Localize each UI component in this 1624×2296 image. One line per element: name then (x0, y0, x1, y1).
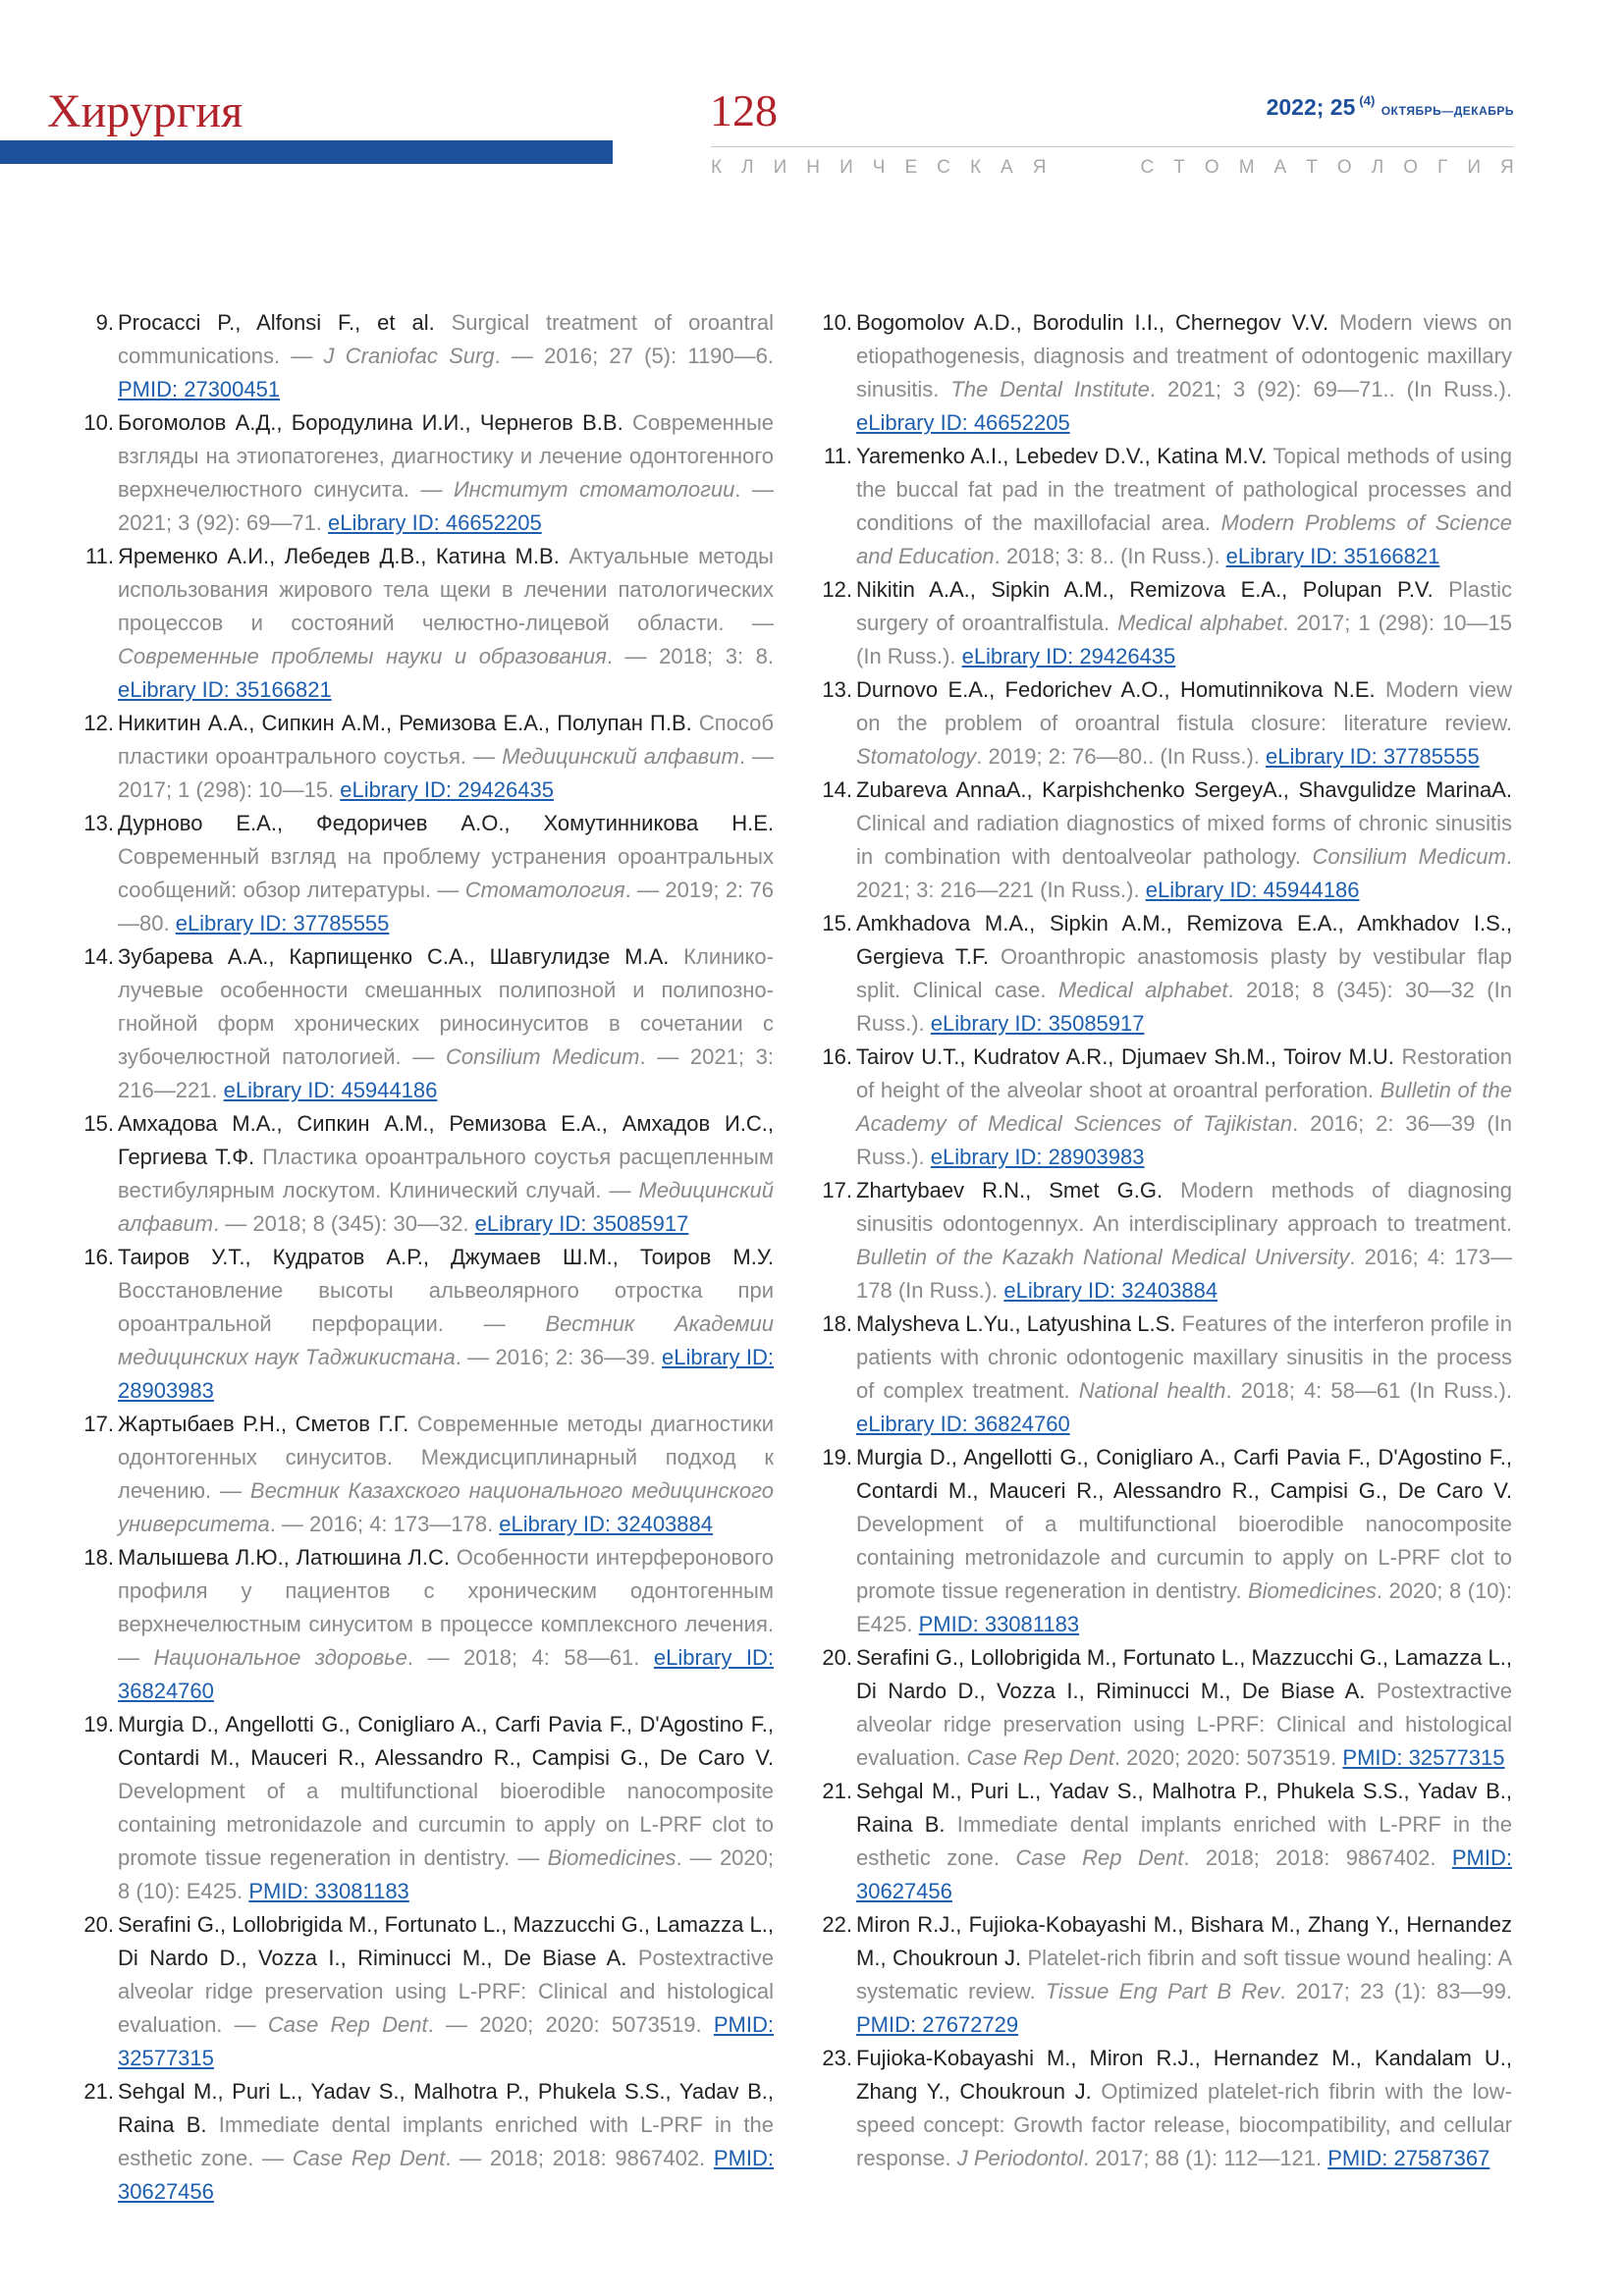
journal-letter: Н (806, 157, 821, 178)
reference-details: . 2016; 2: 36—39 (In Russ.). (856, 1111, 1512, 1169)
reference-number: 23. (822, 2046, 852, 2070)
reference-details: . — 2020; 2020: 5073519. (427, 2012, 714, 2037)
reference-details: . 2018; 2018: 9867402. (1183, 1845, 1452, 1870)
reference-item (83, 707, 774, 807)
journal-name (711, 157, 1514, 179)
reference-authors: Fujioka-Kobayashi M., Miron R.J., Hernandez M., Kandalam U., Zhang Y., Choukroun J. (856, 2046, 1512, 2104)
reference-title: Immediate dental implants enriched with L-PRF in the esthetic zone. — (118, 2112, 774, 2170)
reference-authors: Murgia D., Angellotti G., Conigliaro A., Carfi Pavia F., D'Agostino F., Contardi M., Mauceri R., Alessandro R., Campisi G., De Caro V. (118, 1712, 774, 1770)
reference-title: Modern views on etiopathogenesis, diagnosis and treatment of odontogenic maxillary sinusitis. (856, 310, 1512, 401)
reference-authors: Yaremenko A.I., Lebedev D.V., Katina M.V. (856, 444, 1268, 468)
reference-source: Bulletin of the Academy of Medical Sciences of Tajikistan (856, 1078, 1513, 1136)
reference-details: . 2018; 3: 8.. (In Russ.). (994, 544, 1226, 568)
reference-item (822, 1908, 1513, 2042)
reference-number: 12. (822, 577, 852, 602)
journal-letter: Е (904, 157, 918, 178)
reference-authors: Богомолов А.Д., Бородулина И.И., Чернегов В.В. (118, 410, 623, 435)
section-title: Хирургия (47, 85, 244, 137)
reference-item (83, 406, 774, 540)
reference-item (822, 1441, 1512, 1641)
reference-item (822, 673, 1512, 774)
reference-number: 10. (83, 410, 114, 435)
reference-authors: Amkhadova M.A., Sipkin A.M., Remizova E.A., Amkhadov I.S., Gergieva T.F. (856, 911, 1512, 969)
reference-number: 19. (83, 1712, 114, 1736)
reference-link[interactable]: eLibrary ID: 36824760 (856, 1412, 1070, 1436)
journal-letter: И (839, 157, 853, 178)
reference-source: Современные проблемы науки и образования (118, 644, 607, 668)
reference-item (95, 306, 775, 406)
reference-number: 21. (83, 2079, 114, 2104)
reference-authors: Bogomolov A.D., Borodulin I.I., Chernegov V.V. (856, 310, 1329, 335)
journal-letter: И (773, 157, 787, 178)
reference-title: Клинико-лучевые особенности смешанных полипозной и полипозно-гнойной форм хронических риносинуситов в сочетании с зубочелюстной патологией. — (118, 944, 774, 1069)
reference-authors: Serafini G., Lollobrigida M., Fortunato L., Mazzucchi G., Lamazza L., Di Nardo D., Vozza I., Riminucci M., De Biase A. (856, 1645, 1512, 1703)
journal-letter (1115, 157, 1120, 179)
journal-letter (1066, 157, 1071, 179)
reference-authors: Дурново Е.А., Федоричев А.О., Хомутинникова Н.Е. (118, 811, 774, 835)
section-bar (0, 140, 613, 164)
reference-authors: Никитин А.А., Сипкин А.М., Ремизова Е.А., Полупан П.В. (118, 711, 692, 735)
reference-title: Optimized platelet-rich fibrin with the low-speed concept: Growth factor release, biocompatibility, and cellular response. (856, 2079, 1512, 2170)
reference-authors: Nikitin A.A., Sipkin A.M., Remizova E.A., Polupan P.V. (856, 577, 1434, 602)
reference-source: National health (1078, 1378, 1226, 1403)
journal-letter: Т (1306, 157, 1318, 178)
reference-title: Topical methods of using the buccal fat pad in the treatment of pathological processes and conditions of the maxillofacial area. (856, 444, 1513, 535)
reference-source: Bulletin of the Kazakh National Medical University (856, 1245, 1350, 1269)
journal-letter (1091, 157, 1096, 179)
reference-details: . 2017; 88 (1): 112—121. (1083, 2146, 1328, 2170)
reference-link[interactable]: eLibrary ID: 46652205 (856, 410, 1070, 435)
reference-details: . 2021; 3: 216—221 (In Russ.). (856, 844, 1512, 902)
reference-title: Современные методы диагностики одонтогенных синуситов. Междисциплинарный подход к лечению. — (118, 1412, 774, 1503)
reference-number: 13. (83, 811, 114, 835)
reference-item (83, 1241, 774, 1408)
reference-link[interactable]: eLibrary ID: 32403884 (1003, 1278, 1218, 1303)
reference-number: 18. (83, 1545, 114, 1570)
journal-letter: Я (1032, 157, 1047, 178)
reference-source: Вестник Казахского национального медицинского университета (118, 1478, 774, 1536)
reference-title: Пластика ороантрального соустья расщепленным вестибулярным лоскутом. Клинический случай. — (118, 1145, 774, 1202)
reference-authors: Serafini G., Lollobrigida M., Fortunato L., Mazzucchi G., Lamazza L., Di Nardo D., Vozza I., Riminucci M., De Biase A. (118, 1912, 774, 1970)
reference-source: Biomedicines (547, 1845, 677, 1870)
reference-title: Oroanthropic anastomosis plasty by vestibular flap split. Clinical case. (856, 944, 1512, 1002)
journal-letter: М (1238, 157, 1255, 178)
reference-title: Development of a multifunctional bioerodible nanocomposite containing metronidazole and curcumin to apply on L-PRF clot to promote tissue regeneration in dentistry. — (118, 1779, 774, 1870)
journal-letter: С (1140, 157, 1155, 178)
reference-link[interactable]: PMID: 33081183 (248, 1879, 409, 1903)
reference-details: . — 2020; 8 (10): E425. (118, 1845, 774, 1903)
reference-details: . 2017; 1 (298): 10—15 (In Russ.). (856, 611, 1512, 668)
reference-link[interactable]: eLibrary ID: 45944186 (1145, 878, 1360, 902)
journal-letter: Т (1173, 157, 1185, 178)
reference-number: 13. (822, 677, 852, 702)
reference-number: 16. (83, 1245, 114, 1269)
reference-details: . — 2016; 4: 173—178. (269, 1512, 500, 1536)
reference-number: 12. (83, 711, 114, 735)
reference-item (83, 1541, 774, 1708)
reference-link[interactable]: eLibrary ID: 46652205 (328, 510, 542, 535)
reference-source: Medical alphabet (1057, 978, 1228, 1002)
reference-authors: Malysheva L.Yu., Latyushina L.S. (856, 1311, 1176, 1336)
reference-authors: Murgia D., Angellotti G., Conigliaro A., Carfi Pavia F., D'Agostino F., Contardi M., Mauceri R., Alessandro R., Campisi G., De Caro V. (856, 1445, 1512, 1503)
reference-number: 9. (95, 310, 114, 335)
reference-link[interactable]: PMID: 27300451 (118, 377, 281, 401)
reference-source: Stomatology (856, 744, 977, 769)
reference-source: Case Rep Dent (1015, 1845, 1184, 1870)
journal-letter: Л (741, 157, 754, 178)
reference-item (83, 2075, 775, 2209)
reference-details: . 2018; 4: 58—61 (In Russ.). (1225, 1378, 1512, 1403)
reference-source: Медицинский алфавит (502, 744, 739, 769)
reference-authors: Sehgal M., Puri L., Yadav S., Malhotra P., Phukela S.S., Yadav B., Raina B. (856, 1779, 1512, 1837)
reference-details: . — 2019; 2: 76—80. (118, 878, 774, 935)
reference-title: Immediate dental implants enriched with L-PRF in the esthetic zone. (856, 1812, 1512, 1870)
reference-title: Восстановление высоты альвеолярного отростка при ороантральной перфорации. — (118, 1278, 774, 1336)
references-left-column (83, 306, 775, 2209)
reference-number: 15. (83, 1111, 114, 1136)
reference-details: . — 2021; 3: 216—221. (118, 1044, 774, 1102)
reference-title: Postextractive alveolar ridge preservation using L-PRF: Clinical and histological evaluation. — (118, 1946, 775, 2037)
reference-authors: Малышева Л.Ю., Латюшина Л.С. (118, 1545, 450, 1570)
reference-number: 18. (822, 1311, 852, 1336)
reference-title: Surgical treatment of oroantral communications. — (118, 310, 775, 368)
reference-source: Медицинский алфавит (118, 1178, 774, 1236)
reference-authors: Tairov U.T., Kudratov A.R., Djumaev Sh.M., Toirov M.U. (856, 1044, 1394, 1069)
reference-link[interactable]: PMID: 27672729 (856, 2012, 1019, 2037)
reference-title: Restoration of height of the alveolar shoot at oroantral perforation. (856, 1044, 1512, 1102)
journal-letter: К (969, 157, 982, 178)
journal-letter: Л (1371, 157, 1384, 178)
reference-details: . 2019; 2: 76—80.. (In Russ.). (976, 744, 1266, 769)
reference-details: . — 2016; 27 (5): 1190—6. (494, 344, 774, 368)
reference-link[interactable]: PMID: 32577315 (118, 2012, 774, 2070)
reference-authors: Miron R.J., Fujioka-Kobayashi M., Bishara M., Zhang Y., Hernandez M., Choukroun J. (856, 1912, 1512, 1970)
reference-item (83, 1107, 774, 1241)
reference-title: Актуальные методы использования жирового тела щеки в лечении патологических процессов и состояний челюстно-лицевой области. — (118, 544, 774, 635)
reference-source: J Craniofac Surg (323, 344, 495, 368)
issue-info (1267, 93, 1514, 121)
reference-item (822, 1041, 1513, 1174)
reference-link[interactable]: eLibrary ID: 28903983 (118, 1345, 774, 1403)
reference-title: Способ пластики ороантрального соустья. — (118, 711, 774, 769)
reference-number: 11. (824, 444, 852, 468)
journal-letter: А (1273, 157, 1287, 178)
reference-link[interactable]: PMID: 32577315 (1342, 1745, 1505, 1770)
reference-source: Case Rep Dent (966, 1745, 1114, 1770)
journal-letter: Ч (872, 157, 886, 178)
references-right-column (822, 306, 1513, 2175)
reference-number: 10. (822, 310, 852, 335)
issue-year-volume: 2022; 25 (1266, 94, 1356, 120)
reference-details: . 2016; 4: 173—178 (In Russ.). (856, 1245, 1512, 1303)
reference-details: . — 2018; 3: 8. (606, 644, 775, 668)
journal-letter: О (1204, 157, 1219, 178)
reference-item (822, 306, 1512, 440)
reference-authors: Яременко А.И., Лебедев Д.В., Катина М.В. (118, 544, 560, 568)
reference-authors: Zubareva AnnaA., Karpishchenko SergeyA., Shavgulidze MarinaA. (856, 777, 1512, 802)
reference-number: 20. (83, 1912, 114, 1937)
reference-title: Modern methods of diagnosing sinusitis odontogennyx. An interdisciplinary approach to treatment. (856, 1178, 1512, 1236)
reference-source: Стоматология (464, 878, 625, 902)
reference-link[interactable]: eLibrary ID: 35085917 (474, 1211, 689, 1236)
reference-item (822, 774, 1512, 907)
reference-details: . 2021; 3 (92): 69—71.. (In Russ.). (1149, 377, 1512, 401)
reference-details: . — 2021; 3 (92): 69—71. (118, 477, 774, 535)
reference-link[interactable]: eLibrary ID: 29426435 (340, 777, 554, 802)
reference-link[interactable]: eLibrary ID: 35085917 (930, 1011, 1145, 1036)
journal-letter: О (1336, 157, 1352, 178)
reference-title: Features of the interferon profile in patients with chronic odontogenic maxillary sinusitis in the process of complex treatment. (856, 1311, 1512, 1403)
reference-authors: Zhartybaev R.N., Smet G.G. (856, 1178, 1164, 1202)
reference-title: Platelet-rich fibrin and soft tissue wound healing: A systematic review. (856, 1946, 1513, 2003)
reference-item (822, 1174, 1512, 1308)
reference-title: Plastic surgery of oroantralfistula. (856, 577, 1512, 635)
reference-link[interactable]: eLibrary ID: 45944186 (223, 1078, 438, 1102)
reference-number: 22. (822, 1912, 852, 1937)
reference-link[interactable]: eLibrary ID: 35166821 (1225, 544, 1440, 568)
reference-authors: Sehgal M., Puri L., Yadav S., Malhotra P., Phukela S.S., Yadav B., Raina B. (118, 2079, 774, 2137)
reference-number: 19. (822, 1445, 852, 1469)
reference-number: 14. (83, 944, 114, 969)
reference-source: Consilium Medicum (446, 1044, 640, 1069)
reference-link[interactable]: eLibrary ID: 32403884 (499, 1512, 713, 1536)
reference-item (83, 807, 774, 940)
reference-title: Postextractive alveolar ridge preservation using L-PRF: Clinical and histological evaluation. (856, 1679, 1513, 1770)
reference-link[interactable]: eLibrary ID: 28903983 (930, 1145, 1145, 1169)
journal-letter: Г (1437, 157, 1448, 178)
reference-source: Consilium Medicum (1312, 844, 1506, 869)
reference-item (822, 1775, 1512, 1908)
reference-authors: Procacci P., Alfonsi F., et al. (118, 310, 435, 335)
reference-link[interactable]: eLibrary ID: 37785555 (175, 911, 390, 935)
journal-letter: А (1001, 157, 1013, 178)
issue-months: ОКТЯБРЬ—ДЕКАБРЬ (1380, 104, 1514, 118)
journal-letter: С (937, 157, 950, 178)
reference-authors: Амхадова М.А., Сипкин А.М., Ремизова Е.А., Амхадов И.С., Гергиева Т.Ф. (118, 1111, 774, 1169)
reference-details: . — 2018; 2018: 9867402. (445, 2146, 714, 2170)
reference-title: Особенности интерферонового профиля у пациентов с хроническим одонтогенным верхнечелюстным синуситом в процессе комплексного лечения. — (118, 1545, 774, 1670)
reference-item (83, 940, 774, 1107)
reference-authors: Зубарева А.А., Карпищенко С.А., Шавгулидзе М.А. (118, 944, 670, 969)
reference-item (822, 1308, 1512, 1441)
header-rule (711, 146, 1514, 147)
reference-number: 20. (822, 1645, 852, 1670)
reference-source: Вестник Академии медицинских наук Таджикистана (118, 1311, 774, 1369)
reference-details: . — 2018; 8 (345): 30—32. (213, 1211, 475, 1236)
reference-source: Институт стоматологии (453, 477, 735, 502)
reference-link[interactable]: eLibrary ID: 35166821 (118, 677, 332, 702)
reference-details: . 2020; 8 (10): E425. (856, 1578, 1512, 1636)
reference-number: 17. (822, 1178, 852, 1202)
reference-link[interactable]: PMID: 30627456 (118, 2146, 775, 2204)
reference-source: Национальное здоровье (153, 1645, 407, 1670)
page-number: 128 (710, 85, 778, 135)
reference-source: Medical alphabet (1117, 611, 1283, 635)
reference-source: Modern Problems of Science and Education (856, 510, 1512, 568)
reference-link[interactable]: PMID: 33081183 (918, 1612, 1080, 1636)
reference-details: . 2020; 2020: 5073519. (1113, 1745, 1343, 1770)
reference-item (83, 1908, 775, 2075)
reference-authors: Жартыбаев Р.Н., Сметов Г.Г. (118, 1412, 409, 1436)
reference-authors: Durnovo E.A., Fedorichev A.O., Homutinnikova N.E. (856, 677, 1376, 702)
reference-item (824, 440, 1513, 573)
reference-number: 16. (822, 1044, 852, 1069)
reference-link[interactable]: PMID: 27587367 (1327, 2146, 1490, 2170)
reference-details: . 2018; 8 (345): 30—32 (In Russ.). (856, 978, 1512, 1036)
reference-source: Biomedicines (1247, 1578, 1377, 1603)
journal-letter: И (1467, 157, 1482, 178)
reference-source: The Dental Institute (950, 377, 1150, 401)
reference-details: . — 2018; 4: 58—61. (406, 1645, 654, 1670)
reference-number: 11. (85, 544, 114, 568)
reference-item (85, 540, 775, 707)
reference-source: J Periodontol (956, 2146, 1084, 2170)
journal-letter: К (711, 157, 723, 178)
reference-number: 17. (83, 1412, 114, 1436)
reference-item (83, 1408, 774, 1541)
reference-number: 14. (822, 777, 852, 802)
reference-details: . — 2017; 1 (298): 10—15. (118, 744, 774, 802)
reference-details: . 2017; 23 (1): 83—99. (1279, 1979, 1513, 2003)
reference-number: 15. (822, 911, 852, 935)
journal-letter: Я (1500, 157, 1514, 178)
reference-title: Современный взгляд на проблему устранения ороантральных сообщений: обзор литературы. — (118, 844, 774, 902)
reference-item (83, 1708, 774, 1908)
reference-title: Modern view on the problem of oroantral fistula closure: literature review. (856, 677, 1512, 735)
reference-source: Tissue Eng Part B Rev (1045, 1979, 1280, 2003)
reference-item (822, 2042, 1512, 2175)
issue-number: (4) (1359, 93, 1376, 108)
reference-title: Clinical and radiation diagnostics of mixed forms of chronic sinusitis in combination with dentoalveolar pathology. (856, 811, 1512, 869)
reference-link[interactable]: PMID: 30627456 (856, 1845, 1512, 1903)
reference-link[interactable]: eLibrary ID: 36824760 (118, 1645, 774, 1703)
reference-title: Современные взгляды на этиопатогенез, диагностику и лечение одонтогенного верхнечелюстного синусита. — (118, 410, 774, 502)
reference-details: . — 2016; 2: 36—39. (455, 1345, 663, 1369)
reference-number: 21. (822, 1779, 852, 1803)
reference-authors: Таиров У.Т., Кудратов А.Р., Джумаев Ш.М., Тоиров М.У. (118, 1245, 774, 1269)
journal-letter: О (1403, 157, 1418, 178)
reference-title: Development of a multifunctional bioerodible nanocomposite containing metronidazole and curcumin to apply on L-PRF clot to promote tissue regeneration in dentistry. (856, 1512, 1512, 1603)
reference-link[interactable]: eLibrary ID: 37785555 (1266, 744, 1480, 769)
reference-link[interactable]: eLibrary ID: 29426435 (961, 644, 1176, 668)
reference-source: Case Rep Dent (267, 2012, 428, 2037)
reference-item (822, 907, 1512, 1041)
reference-item (822, 573, 1512, 673)
reference-source: Case Rep Dent (292, 2146, 446, 2170)
reference-item (822, 1641, 1513, 1775)
